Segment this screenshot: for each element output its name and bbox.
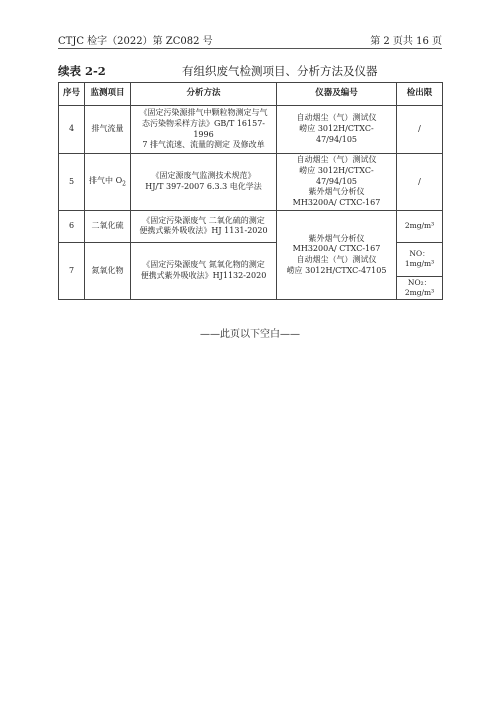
page-number: 第 2 页共 16 页	[370, 36, 442, 47]
instrument-line: 紫外烟气分析仪	[308, 187, 365, 197]
row-limit-no2: NO₂：2mg/m³	[397, 276, 443, 299]
row-item: 氮氧化物	[85, 242, 131, 299]
table-number: 续表 2-2	[58, 64, 106, 78]
instrument-line: 崂应 3012H/CTXC-47105	[286, 265, 387, 275]
monitoring-table	[58, 82, 443, 300]
instrument-line: 崂应 3012H/CTXC-47/94/105	[299, 124, 374, 144]
instrument-line: 崂应 3012H/CTXC-47/94/105	[299, 165, 374, 186]
row-limit-no: NO：1mg/m³	[397, 242, 443, 276]
row-limit: 2mg/m³	[397, 210, 443, 242]
document-number: CTJC 检字（2022）第 ZC082 号	[58, 36, 213, 47]
shared-instrument	[277, 210, 397, 299]
method-line: 《固定污染源废气 二氧化硫的测定	[142, 215, 265, 225]
row-item	[85, 154, 131, 211]
item-subscript: 2	[122, 180, 126, 188]
instrument-line: 紫外烟气分析仪	[308, 233, 365, 243]
header-item: 监测项目	[85, 83, 131, 106]
row-limit: /	[397, 154, 443, 211]
row-method	[131, 242, 277, 299]
method-line: 《固定污染源废气 氮氧化物的测定	[142, 260, 265, 270]
method-line: 便携式紫外吸收法》HJ1132-2020	[140, 271, 267, 281]
instrument-line: MH3200A/ CTXC-167	[292, 198, 381, 208]
page-header	[58, 28, 442, 49]
header-no: 序号	[59, 83, 85, 106]
row-no: 6	[59, 210, 85, 242]
row-item: 二氧化硫	[85, 210, 131, 242]
row-method	[131, 154, 277, 211]
instrument-line: 自动烟尘（气）测试仪	[296, 255, 377, 265]
row-instrument	[277, 154, 397, 211]
table-row	[59, 154, 443, 211]
method-line: 态污染物采样方法》GB/T 16157-1996	[142, 118, 265, 139]
instrument-line: 自动烟尘（气）测试仪	[296, 155, 377, 164]
row-item: 排气流量	[85, 106, 131, 154]
row-method	[131, 106, 277, 154]
method-line: 便携式紫外吸收法》HJ 1131-2020	[139, 226, 268, 236]
table-caption	[58, 63, 442, 81]
method-line: 《固定污染源排气中颗粒物测定与气	[139, 107, 268, 117]
row-instrument	[277, 106, 397, 154]
row-no: 4	[59, 106, 85, 154]
blank-page-note: ——此页以下空白——	[200, 329, 300, 340]
header-method: 分析方法	[131, 83, 277, 106]
method-line: HJ/T 397-2007 6.3.3 电化学法	[145, 181, 262, 191]
table-title: 有组织废气检测项目、分析方法及仪器	[182, 64, 378, 78]
item-text: 排气中 O	[89, 175, 123, 185]
row-limit: /	[397, 106, 443, 154]
table-row	[59, 210, 443, 242]
header-instrument: 仪器及编号	[277, 83, 397, 106]
instrument-line: MH3200A/ CTXC-167	[292, 244, 381, 254]
header-limit: 检出限	[397, 83, 443, 106]
row-no: 7	[59, 242, 85, 299]
row-no: 5	[59, 154, 85, 211]
table-header-row	[59, 83, 443, 106]
method-line: 《固定源废气监测技术规范》	[151, 171, 256, 181]
instrument-line: 自动烟尘（气）测试仪	[296, 113, 377, 123]
row-method	[131, 210, 277, 242]
method-line: 7 排气流速、流量的测定 及修改单	[142, 140, 265, 150]
table-row	[59, 106, 443, 154]
